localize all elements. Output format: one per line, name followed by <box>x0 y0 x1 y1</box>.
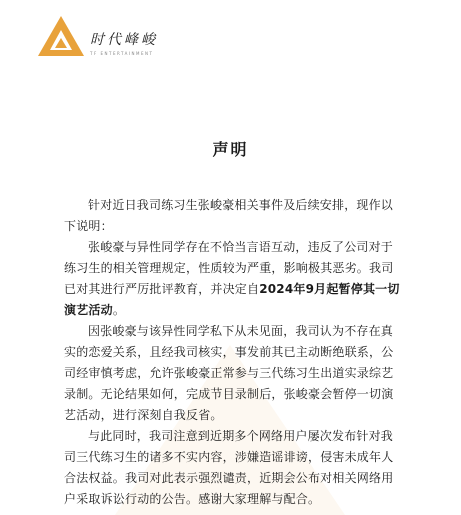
paragraph-1-end: 。 <box>112 303 126 317</box>
tf-triangle-logo-icon <box>38 16 84 56</box>
paragraph-2: 因张峻豪与该异性同学私下从未见面，我司认为不存在真实的恋爱关系，且经我司核实，事发前其已主动断绝联系，公司经审慎考虑，允许张峻豪正常参与三代练习生出道实录综艺录制。无论结果如何，完成节目录制后，张峻豪会暂停一切演艺活动，进行深刻自我反省。 <box>64 324 394 422</box>
logo-subtitle: TF ENTERTAINMENT <box>90 51 154 56</box>
statement-body <box>64 195 400 510</box>
document-title: 声明 <box>212 140 249 159</box>
intro-paragraph: 针对近日我司练习生张峻豪相关事件及后续安排，现作以下说明： <box>64 198 394 233</box>
paragraph-3: 与此同时，我司注意到近期多个网络用户屡次发布针对我司三代练习生的诸多不实内容，涉嫌造谣诽谤，侵害未成年人合法权益。我司对此表示强烈谴责，近期会公布对相关网络用户采取诉讼行动的公告。感谢大家理解与配合。 <box>64 429 394 506</box>
suspension-date-emphasis: 2024年9月起暂停其一切演艺活动 <box>64 282 400 317</box>
paragraph-1-text: 张峻豪与异性同学存在不恰当言语互动，违反了公司对于练习生的相关管理规定，性质较为严重，影响极其恶劣。我司已对其进行严厉批评教育，并决定自 <box>64 240 394 296</box>
paragraph-1 <box>64 237 400 321</box>
company-logo <box>38 16 158 56</box>
logo-name: 时代峰峻 <box>90 32 158 48</box>
